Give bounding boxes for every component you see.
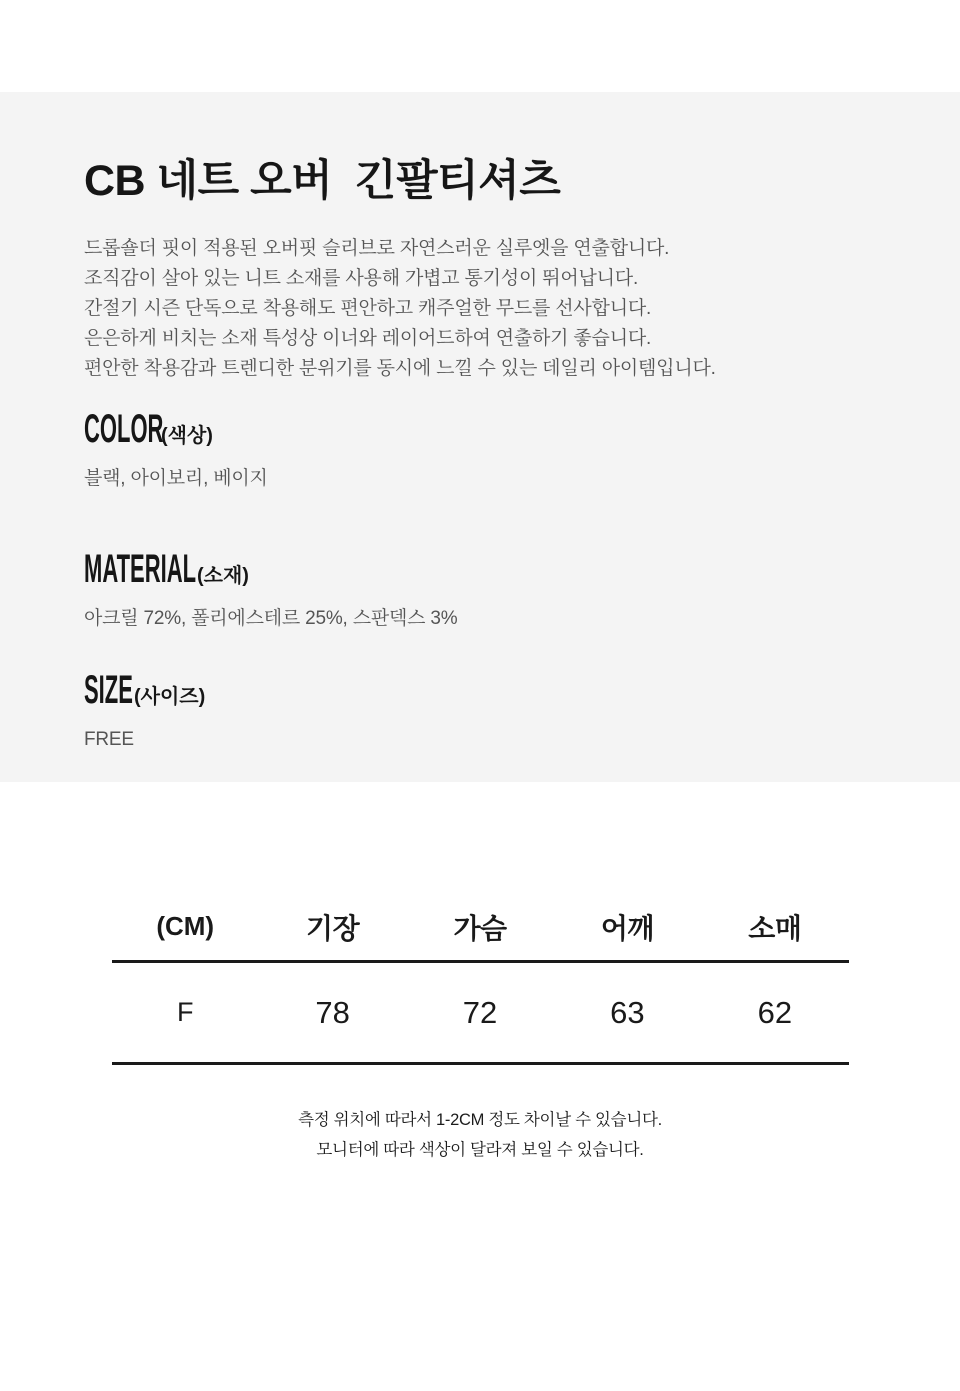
description-line: 조직감이 살아 있는 니트 소재를 사용해 가볍고 통기성이 뛰어납니다. [84, 268, 639, 289]
table-rule-bottom [112, 1062, 849, 1065]
note-line: 측정 위치에 따라서 1-2CM 정도 차이날 수 있습니다. [298, 1111, 662, 1129]
material-heading-en: MATERIAL [84, 547, 197, 591]
product-detail-page [0, 92, 960, 1165]
size-table [112, 893, 849, 1065]
color-heading-ko: (색상) [161, 425, 213, 447]
note-line: 모니터에 따라 색상이 달라져 보일 수 있습니다. [316, 1141, 644, 1159]
sleeve-value-cell: 62 [757, 994, 793, 1030]
product-info-section [0, 92, 960, 782]
size-table-header-row [112, 893, 849, 960]
measurement-notes [0, 1105, 960, 1165]
size-value: FREE [84, 729, 134, 750]
color-heading-en: COLOR [84, 407, 164, 451]
column-header-shoulder: 어깨 [600, 912, 654, 944]
color-section [84, 408, 900, 493]
size-table-data-row [112, 963, 849, 1062]
length-value-cell: 78 [315, 994, 350, 1030]
description-line: 은은하게 비치는 소재 특성상 이너와 레이어드하여 연출하기 좋습니다. [84, 328, 652, 349]
material-heading-ko: (소재) [197, 565, 249, 587]
material-heading [84, 548, 900, 597]
description-line: 편안한 착용감과 트렌디한 분위기를 동시에 느낄 수 있는 데일리 아이템입니다. [84, 358, 716, 379]
material-section [84, 548, 900, 633]
size-heading-en: SIZE [84, 668, 133, 712]
description-line: 드롭숄더 핏이 적용된 오버핏 슬리브로 자연스러운 실루엣을 연출합니다. [84, 238, 670, 259]
product-description [84, 234, 900, 384]
size-section [84, 669, 900, 754]
column-header-chest: 가슴 [453, 912, 507, 944]
chest-value-cell: 72 [462, 994, 498, 1030]
size-heading [84, 669, 900, 718]
material-value: 아크릴 72%, 폴리에스테르 25%, 스판덱스 3% [84, 608, 458, 629]
description-line: 간절기 시즌 단독으로 착용해도 편안하고 캐주얼한 무드를 선사합니다. [84, 298, 652, 319]
product-title: CB 네트 오버 긴팔티셔츠 [84, 157, 561, 205]
column-header-sleeve: 소매 [748, 912, 802, 944]
size-label-cell: F [176, 997, 194, 1027]
column-header-length: 기장 [306, 912, 360, 944]
color-value: 블랙, 아이보리, 베이지 [84, 468, 268, 489]
size-heading-ko: (사이즈) [134, 686, 206, 708]
unit-header-cell: (CM) [156, 911, 215, 941]
shoulder-value-cell: 63 [610, 994, 645, 1030]
color-heading [84, 408, 900, 457]
size-chart-section [0, 782, 960, 1165]
